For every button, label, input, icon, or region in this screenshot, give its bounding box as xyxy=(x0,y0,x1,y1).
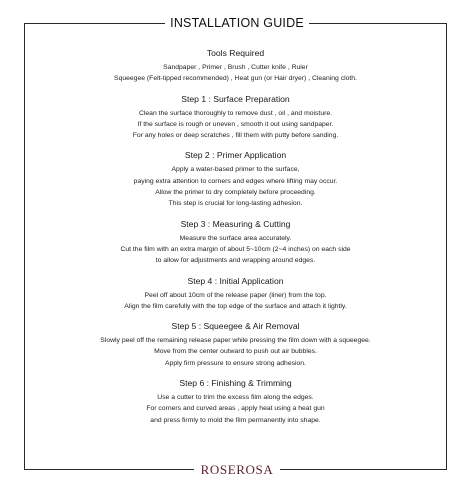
page-title: INSTALLATION GUIDE xyxy=(165,14,309,32)
section-heading: Step 5 : Squeegee & Air Removal xyxy=(171,321,300,332)
instruction-line: Sandpaper , Primer , Brush , Cutter knife , Ruler xyxy=(163,64,308,71)
instruction-line: For any holes or deep scratches , fill them with putty before sanding. xyxy=(132,132,339,140)
instruction-line: Move from the center outward to push out air bubbles. xyxy=(154,348,317,356)
section-heading: Step 1 : Surface Preparation xyxy=(181,93,290,104)
instruction-line: Squeegee (Felt-tipped recommended) , Heat gun (or Hair dryer) , Cleaning cloth. xyxy=(114,75,357,83)
instruction-line: Cut the film with an extra margin of about 5~10cm (2~4 inches) on each side xyxy=(120,245,351,253)
instruction-line: Allow the primer to dry completely before proceeding. xyxy=(155,189,316,197)
instruction-line: Apply a water-based primer to the surface, xyxy=(171,166,300,174)
instruction-line: to allow for adjustments and wrapping around edges. xyxy=(155,257,316,265)
instruction-line: Measure the surface area accurately. xyxy=(179,234,292,242)
guide-section xyxy=(24,320,447,369)
brand-logo: ROSEROSA xyxy=(194,461,280,479)
instruction-line: Peel off about 10cm of the release paper (liner) from the top. xyxy=(144,291,327,299)
instruction-line: paying extra attention to corners and edges where lifting may occur. xyxy=(133,177,338,185)
instruction-line: Align the film carefully with the top edge of the surface and attach it lightly. xyxy=(124,302,347,310)
guide-section xyxy=(24,149,447,209)
section-heading: Step 4 : Initial Application xyxy=(187,275,284,286)
section-heading: Step 2 : Primer Application xyxy=(184,150,287,161)
guide-section xyxy=(24,47,447,85)
section-heading: Step 6 : Finishing & Trimming xyxy=(179,378,292,389)
section-heading: Step 3 : Measuring & Cutting xyxy=(180,218,291,229)
instruction-line: Use a cutter to trim the excess film along the edges. xyxy=(157,394,314,402)
instruction-line: For corners and curved areas , apply heat using a heat gun xyxy=(146,405,325,413)
instruction-line: and press firmly to mold the film permanently into shape. xyxy=(150,416,321,424)
instruction-line: If the surface is rough or uneven , smooth it out using sandpaper. xyxy=(137,120,334,128)
guide-section xyxy=(24,275,447,313)
guide-section xyxy=(24,377,447,426)
instruction-line: Apply firm pressure to ensure strong adhesion. xyxy=(165,359,306,367)
guide-section xyxy=(24,93,447,142)
guide-section xyxy=(24,218,447,267)
instruction-line: Clean the surface thoroughly to remove dust , oil , and moisture. xyxy=(138,109,333,117)
instruction-line: This step is crucial for long-lasting adhesion. xyxy=(168,200,303,208)
guide-content xyxy=(24,47,447,426)
instruction-line: Slowly peel off the remaining release paper while pressing the film down with a squeegee. xyxy=(100,337,371,345)
section-heading: Tools Required xyxy=(206,48,265,58)
